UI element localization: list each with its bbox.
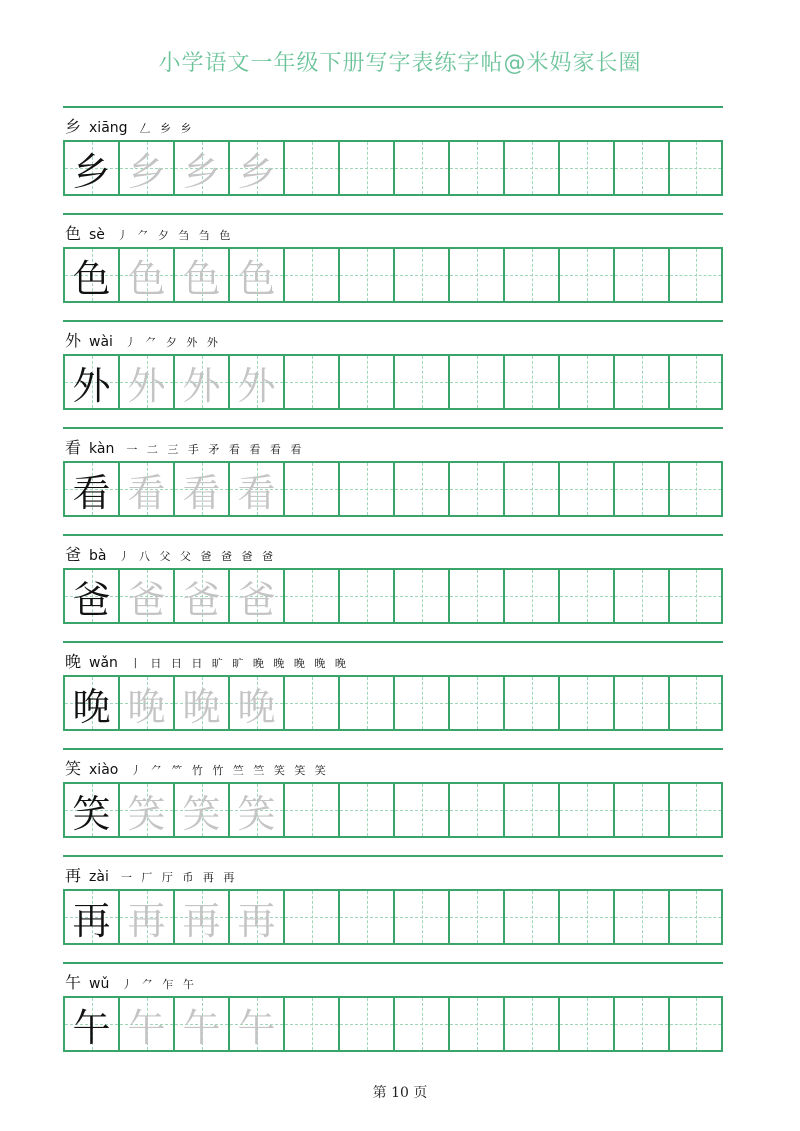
model-character: 乡 — [72, 149, 111, 194]
trace-character: 晚 — [182, 684, 221, 729]
tianzige-grid — [63, 675, 723, 731]
model-cell — [63, 249, 118, 301]
practice-row — [63, 106, 723, 196]
header-character: 再 — [65, 866, 82, 885]
writing-cell[interactable] — [338, 677, 393, 729]
writing-cell[interactable] — [283, 677, 338, 729]
model-cell — [63, 142, 118, 194]
writing-cell[interactable] — [668, 249, 723, 301]
trace-character: 色 — [182, 256, 221, 301]
pinyin-label: xiāng — [89, 120, 128, 136]
stroke-order: 丿 八 父 父 爸 爸 爸 爸 — [118, 550, 276, 563]
trace-cell — [173, 570, 228, 622]
row-header — [65, 756, 329, 780]
writing-cell[interactable] — [503, 463, 558, 515]
trace-cell — [228, 142, 283, 194]
model-cell — [63, 891, 118, 943]
writing-cell[interactable] — [558, 891, 613, 943]
trace-character: 笑 — [127, 791, 166, 836]
writing-cell[interactable] — [558, 249, 613, 301]
writing-cell[interactable] — [503, 249, 558, 301]
writing-cell[interactable] — [393, 677, 448, 729]
trace-character: 午 — [237, 1005, 276, 1050]
writing-cell[interactable] — [613, 356, 668, 408]
writing-cell[interactable] — [393, 784, 448, 836]
writing-cell[interactable] — [338, 784, 393, 836]
trace-cell — [228, 891, 283, 943]
header-character: 午 — [65, 973, 82, 992]
trace-character: 再 — [237, 898, 276, 943]
trace-cell — [173, 142, 228, 194]
model-character: 看 — [72, 470, 111, 515]
trace-cell — [118, 891, 173, 943]
writing-cell[interactable] — [448, 463, 503, 515]
row-divider — [63, 106, 723, 108]
writing-cell[interactable] — [558, 142, 613, 194]
writing-cell[interactable] — [338, 570, 393, 622]
model-cell — [63, 784, 118, 836]
writing-cell[interactable] — [668, 463, 723, 515]
trace-character: 笑 — [182, 791, 221, 836]
writing-cell[interactable] — [338, 998, 393, 1050]
header-character: 笑 — [65, 759, 82, 778]
model-cell — [63, 998, 118, 1050]
page-number: 第 10 页 — [372, 1085, 428, 1101]
stroke-order: 一 二 三 手 矛 看 看 看 看 — [126, 443, 305, 456]
writing-cell[interactable] — [338, 249, 393, 301]
stroke-order: 丨 日 日 日 旷 旷 晚 晚 晚 晚 晚 — [129, 657, 349, 670]
tianzige-grid — [63, 354, 723, 410]
trace-character: 外 — [237, 363, 276, 408]
writing-cell[interactable] — [558, 463, 613, 515]
writing-cell[interactable] — [558, 784, 613, 836]
writing-cell[interactable] — [448, 998, 503, 1050]
writing-cell[interactable] — [613, 249, 668, 301]
trace-character: 看 — [237, 470, 276, 515]
trace-cell — [173, 891, 228, 943]
row-divider — [63, 427, 723, 429]
writing-cell[interactable] — [503, 142, 558, 194]
writing-cell[interactable] — [448, 142, 503, 194]
trace-character: 外 — [127, 363, 166, 408]
trace-cell — [118, 570, 173, 622]
trace-character: 再 — [127, 898, 166, 943]
writing-cell[interactable] — [503, 356, 558, 408]
writing-cell[interactable] — [448, 570, 503, 622]
tianzige-grid — [63, 889, 723, 945]
trace-cell — [118, 784, 173, 836]
writing-cell[interactable] — [393, 356, 448, 408]
stroke-order: 一 厂 厅 币 再 再 — [120, 871, 238, 884]
trace-character: 笑 — [237, 791, 276, 836]
writing-cell[interactable] — [283, 784, 338, 836]
header-character: 爸 — [65, 545, 82, 564]
trace-character: 看 — [182, 470, 221, 515]
row-divider — [63, 534, 723, 536]
pinyin-label: wǔ — [89, 976, 110, 992]
trace-cell — [173, 677, 228, 729]
trace-cell — [118, 998, 173, 1050]
writing-cell[interactable] — [283, 463, 338, 515]
writing-cell[interactable] — [668, 784, 723, 836]
model-character: 午 — [72, 1005, 111, 1050]
row-header — [65, 863, 237, 887]
trace-cell — [228, 784, 283, 836]
writing-cell[interactable] — [283, 249, 338, 301]
writing-cell[interactable] — [558, 356, 613, 408]
row-header — [65, 221, 233, 245]
trace-cell — [228, 463, 283, 515]
pinyin-label: kàn — [89, 441, 115, 457]
writing-cell[interactable] — [558, 677, 613, 729]
writing-cell[interactable] — [503, 784, 558, 836]
trace-cell — [118, 356, 173, 408]
trace-cell — [228, 677, 283, 729]
pinyin-label: xiào — [89, 762, 119, 778]
writing-cell[interactable] — [338, 463, 393, 515]
trace-cell — [173, 784, 228, 836]
writing-cell[interactable] — [613, 142, 668, 194]
writing-cell[interactable] — [393, 249, 448, 301]
trace-cell — [118, 142, 173, 194]
stroke-order: 丿 ⺈ ⺮ 竹 竹 竺 竺 笑 笑 笑 — [130, 764, 329, 777]
row-header — [65, 328, 221, 352]
stroke-order: 𠃋 乡 乡 — [139, 122, 195, 135]
header-character: 乡 — [65, 117, 82, 136]
writing-cell[interactable] — [283, 998, 338, 1050]
row-divider — [63, 748, 723, 750]
row-header — [65, 114, 195, 138]
tianzige-grid — [63, 140, 723, 196]
row-divider — [63, 213, 723, 215]
stroke-order: 丿 ⺈ 夕 外 外 — [124, 336, 221, 349]
writing-cell[interactable] — [613, 998, 668, 1050]
trace-character: 晚 — [127, 684, 166, 729]
stroke-order: 丿 ⺈ 夕 刍 刍 色 — [116, 229, 234, 242]
row-divider — [63, 962, 723, 964]
writing-cell[interactable] — [448, 677, 503, 729]
trace-character: 午 — [182, 1005, 221, 1050]
trace-cell — [173, 356, 228, 408]
trace-cell — [173, 249, 228, 301]
trace-character: 午 — [127, 1005, 166, 1050]
trace-character: 爸 — [237, 577, 276, 622]
writing-cell[interactable] — [393, 142, 448, 194]
pinyin-label: bà — [89, 548, 107, 564]
trace-character: 再 — [182, 898, 221, 943]
practice-row — [63, 748, 723, 838]
writing-cell[interactable] — [668, 998, 723, 1050]
trace-cell — [118, 677, 173, 729]
writing-cell[interactable] — [668, 677, 723, 729]
trace-character: 看 — [127, 470, 166, 515]
model-character: 爸 — [72, 577, 111, 622]
writing-cell[interactable] — [668, 891, 723, 943]
writing-cell[interactable] — [613, 570, 668, 622]
writing-cell[interactable] — [668, 142, 723, 194]
model-cell — [63, 463, 118, 515]
row-header — [65, 542, 276, 566]
trace-cell — [118, 463, 173, 515]
trace-character: 外 — [182, 363, 221, 408]
writing-cell[interactable] — [338, 356, 393, 408]
writing-cell[interactable] — [503, 570, 558, 622]
tianzige-grid — [63, 782, 723, 838]
model-cell — [63, 356, 118, 408]
writing-cell[interactable] — [283, 356, 338, 408]
model-character: 色 — [72, 256, 111, 301]
model-cell — [63, 570, 118, 622]
header-character: 色 — [65, 224, 82, 243]
writing-cell[interactable] — [393, 570, 448, 622]
header-character: 外 — [65, 331, 82, 350]
model-character: 晚 — [72, 684, 111, 729]
trace-character: 色 — [237, 256, 276, 301]
writing-cell[interactable] — [393, 463, 448, 515]
tianzige-grid — [63, 247, 723, 303]
writing-cell[interactable] — [393, 891, 448, 943]
practice-row — [63, 855, 723, 945]
writing-cell[interactable] — [338, 142, 393, 194]
trace-cell — [228, 249, 283, 301]
trace-character: 晚 — [237, 684, 276, 729]
writing-cell[interactable] — [503, 998, 558, 1050]
trace-character: 爸 — [182, 577, 221, 622]
tianzige-grid — [63, 568, 723, 624]
practice-row — [63, 213, 723, 303]
trace-cell — [228, 356, 283, 408]
writing-cell[interactable] — [338, 891, 393, 943]
row-divider — [63, 641, 723, 643]
writing-cell[interactable] — [668, 356, 723, 408]
practice-row — [63, 534, 723, 624]
writing-cell[interactable] — [668, 570, 723, 622]
row-header — [65, 970, 197, 994]
practice-row — [63, 641, 723, 731]
pinyin-label: wǎn — [89, 655, 118, 671]
practice-row — [63, 320, 723, 410]
model-character: 外 — [72, 363, 111, 408]
page-title: 小学语文一年级下册写字表练字帖@米妈家长圈 — [158, 51, 642, 76]
tianzige-grid — [63, 996, 723, 1052]
model-character: 再 — [72, 898, 111, 943]
writing-cell[interactable] — [448, 784, 503, 836]
writing-cell[interactable] — [613, 677, 668, 729]
writing-cell[interactable] — [613, 463, 668, 515]
trace-cell — [173, 998, 228, 1050]
row-header — [65, 649, 349, 673]
row-divider — [63, 320, 723, 322]
header-character: 晚 — [65, 652, 82, 671]
header-character: 看 — [65, 438, 82, 457]
writing-cell[interactable] — [393, 998, 448, 1050]
writing-cell[interactable] — [613, 891, 668, 943]
trace-character: 乡 — [182, 149, 221, 194]
writing-cell[interactable] — [503, 677, 558, 729]
writing-cell[interactable] — [448, 249, 503, 301]
pinyin-label: sè — [89, 227, 105, 243]
writing-cell[interactable] — [448, 356, 503, 408]
practice-row — [63, 962, 723, 1052]
trace-cell — [228, 570, 283, 622]
trace-character: 乡 — [237, 149, 276, 194]
model-cell — [63, 677, 118, 729]
tianzige-grid — [63, 461, 723, 517]
writing-cell[interactable] — [283, 142, 338, 194]
row-divider — [63, 855, 723, 857]
trace-cell — [118, 249, 173, 301]
pinyin-label: zài — [89, 869, 109, 885]
writing-cell[interactable] — [283, 891, 338, 943]
trace-cell — [173, 463, 228, 515]
writing-cell[interactable] — [558, 998, 613, 1050]
trace-character: 爸 — [127, 577, 166, 622]
practice-row — [63, 427, 723, 517]
trace-character: 乡 — [127, 149, 166, 194]
writing-cell[interactable] — [503, 891, 558, 943]
writing-cell[interactable] — [558, 570, 613, 622]
stroke-order: 丿 ⺈ 乍 午 — [121, 978, 197, 991]
pinyin-label: wài — [89, 334, 113, 350]
row-header — [65, 435, 304, 459]
trace-character: 色 — [127, 256, 166, 301]
trace-cell — [228, 998, 283, 1050]
writing-cell[interactable] — [613, 784, 668, 836]
writing-cell[interactable] — [283, 570, 338, 622]
model-character: 笑 — [72, 791, 111, 836]
writing-cell[interactable] — [448, 891, 503, 943]
